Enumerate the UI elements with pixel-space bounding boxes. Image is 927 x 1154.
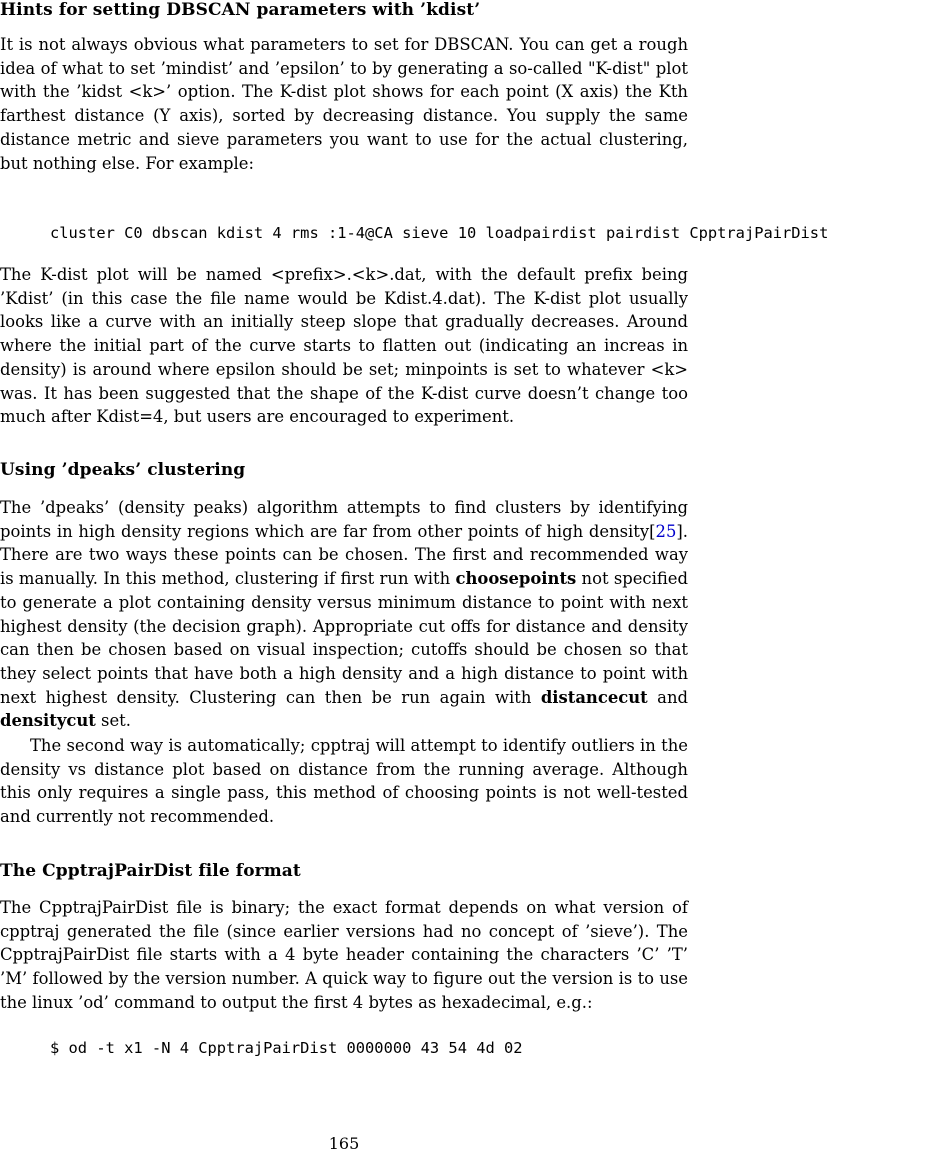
code-example-od: $ od -t x1 -N 4 CpptrajPairDist 0000000 43 54 4d 02 xyxy=(50,1039,523,1057)
paragraph-kdist-intro: It is not always obvious what parameters to set for DBSCAN. You can get a rough idea of what to set ’mindist’ and ’epsilon’ to by generating a so-called "K-dist" plot with the ’kidst <k>’ option. The K-dist plot shows for each point (X axis) the Kth farthest distance (Y axis), sorted by decreasing distance. You supply the same distance metric and sieve parameters you want to use for the actual clustering, but nothing else. For example: xyxy=(0,35,688,173)
paragraph-text: ]. There are two ways these points can be chosen. The first and recommended way is manually. In this method, clustering if first run with xyxy=(0,521,688,589)
section-heading-dpeaks: Using ’dpeaks’ clustering xyxy=(0,460,246,480)
paragraph-text: and xyxy=(647,687,688,707)
keyword-distancecut: distancecut xyxy=(540,687,648,707)
paragraph-dpeaks-automatic xyxy=(0,734,688,829)
paragraph-file-format: The CpptrajPairDist file is binary; the exact format depends on what version of cpptraj generated the file (since earlier versions had no concept of ’sieve’). The CpptrajPairDist file starts with a 4 byte header containing the characters ’C’ ’T’ ’M’ followed by the version number. A quick way to figure out the version is to use the linux ’od’ command to output the first 4 bytes as hexadecimal, e.g.: xyxy=(0,898,688,1012)
paragraph-text: The ’dpeaks’ (density peaks) algorithm attempts to find clusters by identifying points in high density regions which are far from other points of high density[ xyxy=(0,498,688,541)
section-heading-kdist: Hints for setting DBSCAN parameters with ’kdist’ xyxy=(0,0,481,20)
paragraph-text: The second way is automatically; cpptraj will attempt to identify outliers in the density vs distance plot based on distance from the running average. Although this only requires a single pass, this method of choosing points is not well-tested and currently not recommended. xyxy=(0,736,688,827)
keyword-densitycut: densitycut xyxy=(0,711,96,731)
paragraph-kdist-explanation: The K-dist plot will be named <prefix>.<k>.dat, with the default prefix being ’Kdist’ (in this case the file name would be Kdist.4.dat). The K-dist plot usually looks like a curve with an initially steep slope that gradually decreases. Around where the initial part of the curve starts to flatten out (indicating an increas in density) is around where epsilon should be set; minpoints is set to whatever <k> was. It has been suggested that the shape of the K-dist curve doesn’t change too much after Kdist=4, but users are encouraged to experiment. xyxy=(0,265,688,427)
citation-link[interactable]: 25 xyxy=(655,521,677,541)
paragraph-text: set. xyxy=(95,711,131,731)
paragraph-dpeaks-manual xyxy=(0,496,688,733)
section-heading-file-format: The CpptrajPairDist file format xyxy=(0,861,301,881)
keyword-choosepoints: choosepoints xyxy=(455,569,577,589)
code-example-kdist: cluster C0 dbscan kdist 4 rms :1-4@CA sieve 10 loadpairdist pairdist CpptrajPairDist xyxy=(50,224,829,242)
paragraph-text: not specified to generate a plot containing density versus minimum distance to point with next highest density (the decision graph). Appropriate cut offs for distance and density can then be chosen based on visual inspection; cutoffs should be chosen so that they select points that have both a high density and a high distance to point with next highest density. Clustering can then be run again with xyxy=(0,569,688,707)
page-number: 165 xyxy=(328,1134,360,1153)
